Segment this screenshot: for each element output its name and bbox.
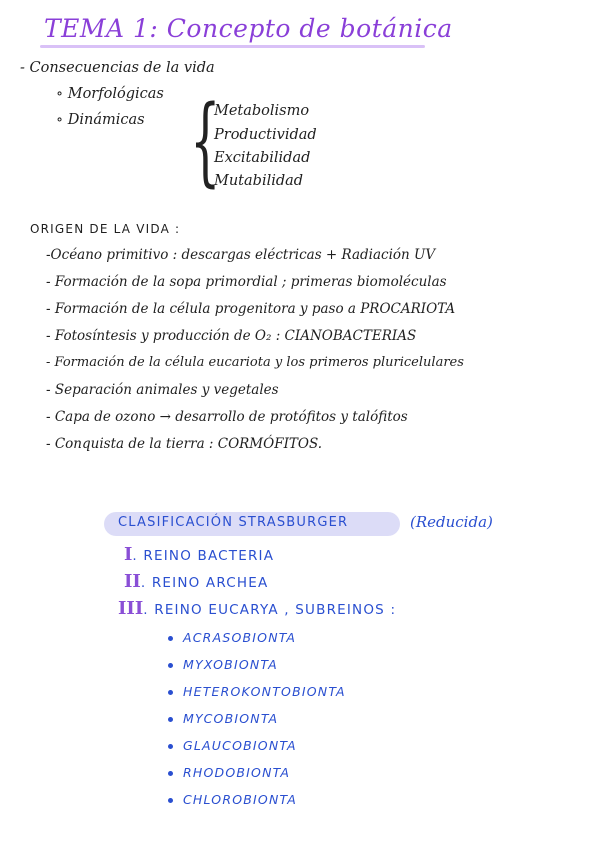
bullet-icon bbox=[168, 798, 173, 803]
subkingdom-label: CHLOROBIONTA bbox=[183, 792, 297, 807]
bullet-icon bbox=[168, 744, 173, 749]
origin-item-8: - Conquista de la tierra : CORMÓFITOS. bbox=[46, 436, 323, 452]
origin-item-6: - Separación animales y vegetales bbox=[46, 382, 279, 398]
kingdom-numeral: III bbox=[118, 598, 144, 619]
bullet-icon bbox=[168, 717, 173, 722]
bullet-icon bbox=[168, 690, 173, 695]
origin-item-5: - Formación de la célula eucariota y los primeros pluricelulares bbox=[46, 355, 464, 370]
subkingdom-item bbox=[168, 792, 297, 807]
kingdom-label: . REINO BACTERIA bbox=[132, 548, 275, 564]
dynamic-item-metabolism: Metabolismo bbox=[214, 103, 310, 119]
dynamic-item-mutability: Mutabilidad bbox=[214, 173, 304, 189]
bullet-icon bbox=[168, 771, 173, 776]
consequences-heading: - Consecuencias de la vida bbox=[20, 60, 215, 76]
subkingdom-item bbox=[168, 630, 296, 645]
subkingdom-label: RHODOBIONTA bbox=[183, 765, 291, 780]
subkingdom-label: ACRASOBIONTA bbox=[183, 630, 297, 645]
title-highlight bbox=[40, 45, 425, 48]
curly-brace-icon: { bbox=[190, 85, 221, 197]
origin-item-2: - Formación de la sopa primordial ; primeras biomoléculas bbox=[46, 274, 447, 290]
kingdom-row-1 bbox=[124, 544, 274, 565]
page-title: TEMA 1: Concepto de botánica bbox=[44, 14, 453, 43]
origin-item-4: - Fotosíntesis y producción de O₂ : CIANOBACTERIAS bbox=[46, 328, 417, 344]
subkingdom-item bbox=[168, 738, 297, 753]
origin-item-3: - Formación de la célula progenitora y paso a PROCARIOTA bbox=[46, 301, 456, 317]
kingdom-label: . REINO ARCHEA bbox=[140, 575, 269, 591]
dynamic-item-excitability: Excitabilidad bbox=[214, 150, 311, 166]
kingdom-row-3 bbox=[118, 598, 396, 619]
consequence-type-dynamic: ∘ Dinámicas bbox=[56, 112, 145, 128]
kingdom-numeral: II bbox=[124, 571, 141, 592]
subkingdom-item bbox=[168, 765, 290, 780]
origin-heading: ORIGEN DE LA VIDA : bbox=[30, 222, 181, 236]
subkingdom-label: GLAUCOBIONTA bbox=[183, 738, 297, 753]
origin-item-7: - Capa de ozono → desarrollo de protófitos y talófitos bbox=[46, 409, 408, 425]
origin-item-1: -Océano primitivo : descargas eléctricas + Radiación UV bbox=[46, 247, 436, 263]
dynamic-item-productivity: Productividad bbox=[214, 127, 317, 143]
kingdom-numeral: I bbox=[124, 544, 133, 565]
kingdom-row-2 bbox=[124, 571, 268, 592]
subkingdom-label: MYXOBIONTA bbox=[183, 657, 278, 672]
kingdom-label: . REINO EUCARYA , SUBREINOS : bbox=[143, 602, 397, 618]
subkingdom-item bbox=[168, 684, 346, 699]
classification-title: CLASIFICACIÓN STRASBURGER bbox=[118, 515, 349, 530]
classification-subtitle: (Reducida) bbox=[410, 513, 493, 531]
subkingdom-item bbox=[168, 711, 278, 726]
subkingdom-item bbox=[168, 657, 278, 672]
subkingdom-label: MYCOBIONTA bbox=[183, 711, 279, 726]
consequence-type-morphological: ∘ Morfológicas bbox=[56, 86, 164, 102]
bullet-icon bbox=[168, 663, 173, 668]
bullet-icon bbox=[168, 636, 173, 641]
subkingdom-label: HETEROKONTOBIONTA bbox=[183, 684, 346, 699]
